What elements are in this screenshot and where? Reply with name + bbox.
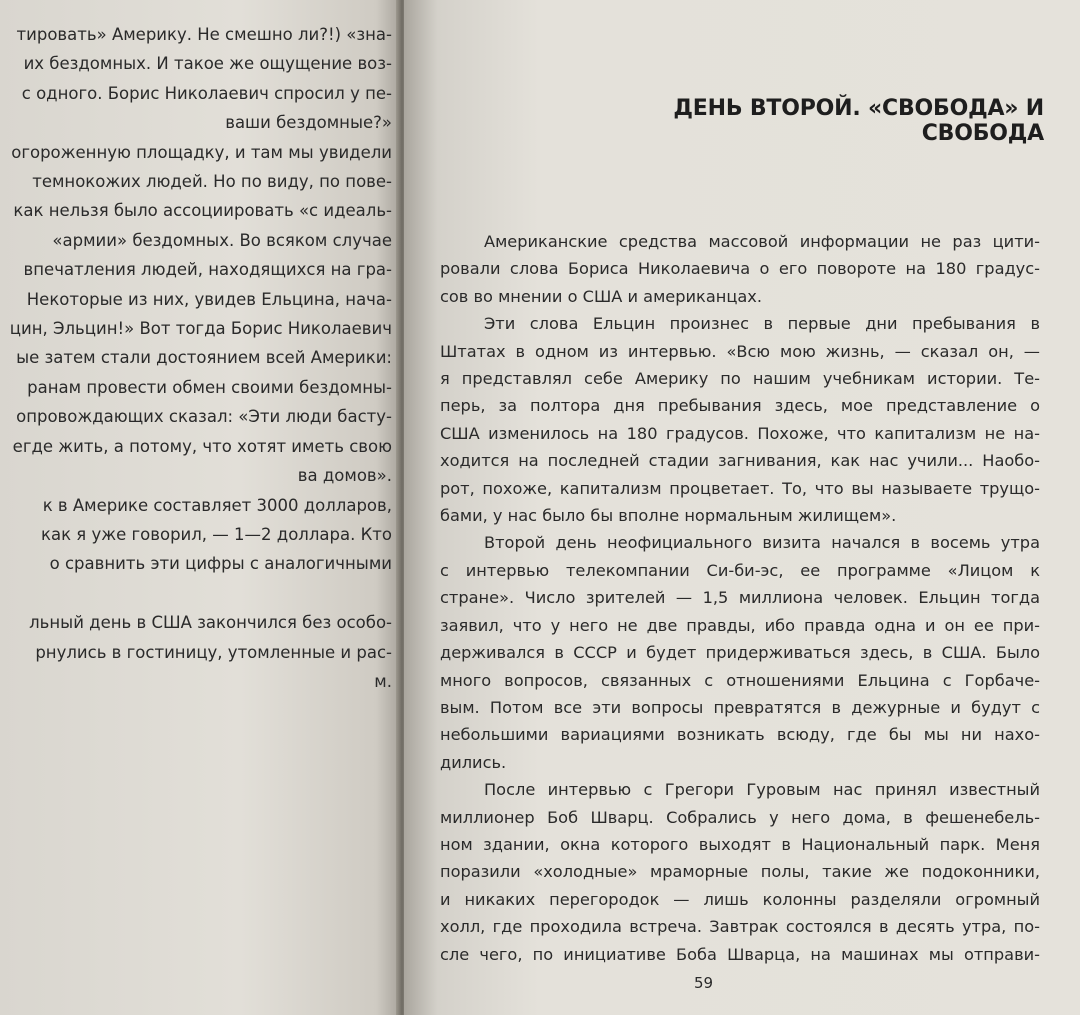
- right-text-line: Штатах в одном из интервью. «Всю мою жизнь, — сказал он, —: [440, 341, 1040, 361]
- right-page: [404, 0, 1080, 1015]
- left-text-line: огороженную площадку, и там мы увидели: [11, 142, 392, 162]
- right-text-line: холл, где проходила встреча. Завтрак состоялся в десять утра, по-: [440, 917, 1040, 937]
- right-text-line: ровали слова Бориса Николаевича о его повороте на 180 градус-: [440, 259, 1040, 279]
- right-text-line: много вопросов, связанных с отношениями Ельцина с Горбаче-: [440, 670, 1040, 690]
- left-page: [0, 0, 400, 1015]
- left-text-line: как нельзя было ассоциировать «с идеаль-: [13, 201, 392, 221]
- left-text-line: как я уже говорил, — 1—2 доллара. Кто: [41, 524, 392, 544]
- left-text-line: «армии» бездомных. Во всяком случае: [52, 230, 392, 250]
- right-text-line: Второй день неофициального визита начался в восемь утра: [484, 533, 1040, 553]
- right-text-line: я представлял себе Америку по нашим учебникам истории. Те-: [440, 369, 1040, 389]
- left-text-line: [0, 579, 392, 608]
- left-text-line: рнулись в гостиницу, утомленные и рас-: [35, 642, 392, 662]
- left-text-line: Некоторые из них, увидев Ельцина, нача-: [26, 289, 392, 309]
- right-text-line: заявил, что у него не две правды, ибо правда одна и он ее при-: [440, 615, 1040, 635]
- left-text-line: егде жить, а потому, что хотят иметь свою: [12, 436, 392, 456]
- left-text-line: ранам провести обмен своими бездомны-: [27, 377, 392, 397]
- right-text-line: бами, у нас было бы вполне нормальным жилищем».: [440, 506, 897, 526]
- left-text-line: их бездомных. И такое же ощущение воз-: [23, 54, 392, 74]
- right-text-line: США изменилось на 180 градусов. Похоже, что капитализм не на-: [440, 423, 1040, 443]
- left-text-line: ваши бездомные?»: [225, 113, 392, 133]
- right-text-line: миллионер Боб Шварц. Собрались у него дома, в фешенебель-: [440, 807, 1040, 827]
- left-text-line: м.: [374, 671, 392, 691]
- right-text-line: ходится на последней стадии загнивания, как нас учили... Наобо-: [440, 451, 1040, 471]
- right-text-line: стране». Число зрителей — 1,5 миллиона человек. Ельцин тогда: [440, 588, 1040, 608]
- left-page-text: [0, 20, 392, 696]
- right-text-line: ном здании, окна которого выходят в Национальный парк. Меня: [440, 834, 1040, 854]
- right-text-line: небольшими вариациями возникать всюду, где бы мы ни нахо-: [440, 725, 1040, 745]
- right-text-line: дились.: [440, 752, 507, 772]
- right-text-line: поразили «холодные» мраморные полы, такие же подоконники,: [440, 862, 1040, 882]
- left-text-line: цин, Эльцин!» Вот тогда Борис Николаевич: [9, 319, 392, 339]
- left-text-line: тировать» Америку. Не смешно ли?!) «зна-: [16, 25, 392, 44]
- right-text-line: сле чего, по инициативе Боба Шварца, на машинах мы отправи-: [440, 944, 1040, 964]
- right-text-line: перь, за полтора дня пребывания здесь, мое представление о: [440, 396, 1040, 416]
- right-text-line: держивался в СССР и будет придерживаться здесь, в США. Было: [440, 643, 1040, 663]
- left-text-line: к в Америке составляет 3000 долларов,: [42, 495, 392, 515]
- right-page-text: [440, 228, 1040, 968]
- right-text-line: с интервью телекомпании Си-би-эс, ее программе «Лицом к: [440, 560, 1040, 580]
- left-text-line: с одного. Борис Николаевич спросил у пе-: [21, 83, 392, 103]
- chapter-heading: ДЕНЬ ВТОРОЙ. «СВОБОДА» И СВОБОДА: [673, 96, 1044, 146]
- right-text-line: вым. Потом все эти вопросы превратятся в дежурные и будут с: [440, 697, 1040, 717]
- left-text-line: ва домов».: [297, 466, 392, 486]
- left-text-line: темнокожих людей. Но по виду, по пове-: [32, 172, 392, 192]
- left-text-line: опровождающих сказал: «Эти люди басту-: [16, 407, 392, 427]
- left-text-line: льный день в США закончился без особо-: [29, 613, 392, 633]
- left-text-line: ые затем стали достоянием всей Америки:: [16, 348, 392, 368]
- left-text-line: о сравнить эти цифры с аналогичными: [49, 554, 392, 574]
- right-text-line: сов во мнении о США и американцах.: [440, 286, 762, 306]
- page-number: 59: [694, 974, 714, 992]
- right-text-line: рот, похоже, капитализм процветает. То, что вы называете трущо-: [440, 478, 1040, 498]
- right-text-line: После интервью с Грегори Гуровым нас принял известный: [484, 780, 1040, 800]
- right-text-line: и никаких перегородок — лишь колонны разделяли огромный: [440, 889, 1040, 909]
- right-text-line: Эти слова Ельцин произнес в первые дни пребывания в: [484, 314, 1040, 334]
- right-text-line: Американские средства массовой информации не раз цити-: [484, 232, 1040, 251]
- left-text-line: впечатления людей, находящихся на гра-: [23, 260, 392, 280]
